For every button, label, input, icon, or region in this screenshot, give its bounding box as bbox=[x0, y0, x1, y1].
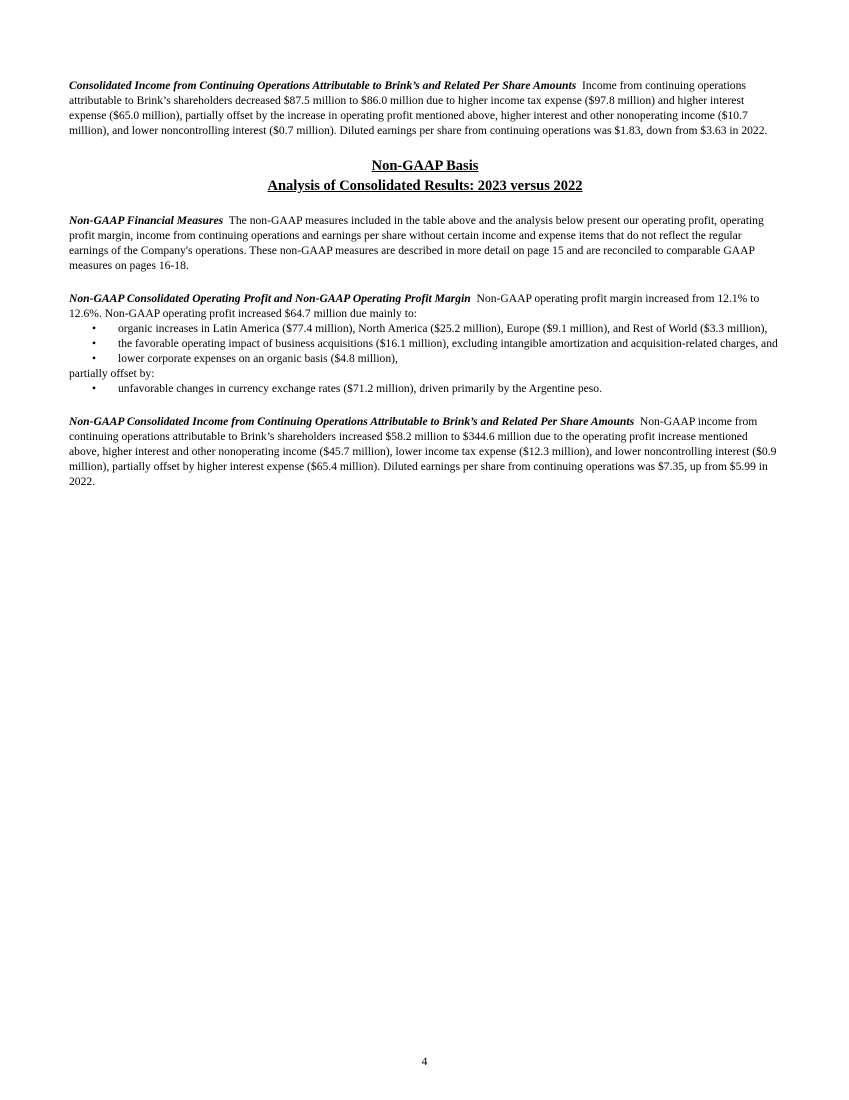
offset-label: partially offset by: bbox=[69, 367, 155, 380]
op-profit-section bbox=[69, 291, 781, 396]
section-headings bbox=[69, 156, 781, 196]
bullet-icon: • bbox=[92, 322, 97, 335]
list-item-text: lower corporate expenses on an organic basis ($4.8 million), bbox=[118, 352, 398, 365]
list-item-text: the favorable operating impact of business acquisitions ($16.1 million), excluding intangible amortization and acquisition-related charges, and bbox=[118, 337, 778, 350]
document-page bbox=[69, 78, 781, 507]
bullet-icon: • bbox=[92, 382, 97, 395]
list-item bbox=[69, 351, 781, 366]
list-item-text: unfavorable changes in currency exchange rates ($71.2 million), driven primarily by the Argentine peso. bbox=[118, 382, 602, 395]
offset-bullet-list bbox=[69, 381, 781, 396]
heading-analysis: Analysis of Consolidated Results: 2023 versus 2022 bbox=[267, 178, 583, 194]
income-gaap-paragraph bbox=[69, 78, 781, 138]
list-item-text: organic increases in Latin America ($77.4 million), North America ($25.2 million), Europe ($9.1 million), and Rest of World ($3.3 million), bbox=[118, 322, 768, 335]
income-nongaap-text: Non-GAAP income from continuing operations attributable to Brink’s shareholders increased $58.2 million to $344.6 million due to the operating profit increase mentioned above, higher interest and other nonoperating income ($45.7 million), lower income tax expense ($12.3 million), and lower noncontrolling interest ($0.9 million), partially offset by higher interest expense ($65.4 million). Diluted earnings per share from continuing operations was $7.35, up from $5.99 in 2022. bbox=[69, 415, 777, 488]
measures-paragraph bbox=[69, 213, 781, 273]
measures-text: The non-GAAP measures included in the table above and the analysis below present our operating profit, operating profit margin, income from continuing operations and earnings per share without certain income and expense items that do not reflect the regular earnings of the Company's operations. These non-GAAP measures are described in more detail on page 15 and are reconciled to comparable GAAP measures on pages 16-18. bbox=[69, 214, 764, 272]
op-profit-bullet-list bbox=[69, 321, 781, 366]
list-item bbox=[69, 336, 781, 351]
income-nongaap-title: Non-GAAP Consolidated Income from Continuing Operations Attributable to Brink’s and Related Per Share Amounts bbox=[69, 415, 635, 428]
op-profit-text: Non-GAAP operating profit margin increased from 12.1% to 12.6%. Non-GAAP operating profit increased $64.7 million due mainly to: bbox=[69, 292, 760, 320]
bullet-icon: • bbox=[92, 352, 97, 365]
income-gaap-title: Consolidated Income from Continuing Operations Attributable to Brink’s and Related Per Share Amounts bbox=[69, 79, 577, 92]
list-item bbox=[69, 381, 781, 396]
income-gaap-text: Income from continuing operations attributable to Brink’s shareholders decreased $87.5 million to $86.0 million due to higher income tax expense ($97.8 million) and higher interest expense ($65.0 million), partially offset by the increase in operating profit mentioned above, higher interest and other nonoperating income ($10.7 million), and lower noncontrolling interest ($0.7 million). Diluted earnings per share from continuing operations was $1.83, down from $3.63 in 2022. bbox=[69, 79, 768, 137]
list-item bbox=[69, 321, 781, 336]
measures-title: Non-GAAP Financial Measures bbox=[69, 214, 224, 227]
heading-non-gaap-basis: Non-GAAP Basis bbox=[371, 158, 479, 174]
op-profit-paragraph bbox=[69, 291, 781, 321]
bullet-icon: • bbox=[92, 337, 97, 350]
op-profit-title: Non-GAAP Consolidated Operating Profit and Non-GAAP Operating Profit Margin bbox=[69, 292, 471, 305]
page-number: 4 bbox=[421, 1055, 428, 1068]
income-nongaap-paragraph bbox=[69, 414, 781, 489]
